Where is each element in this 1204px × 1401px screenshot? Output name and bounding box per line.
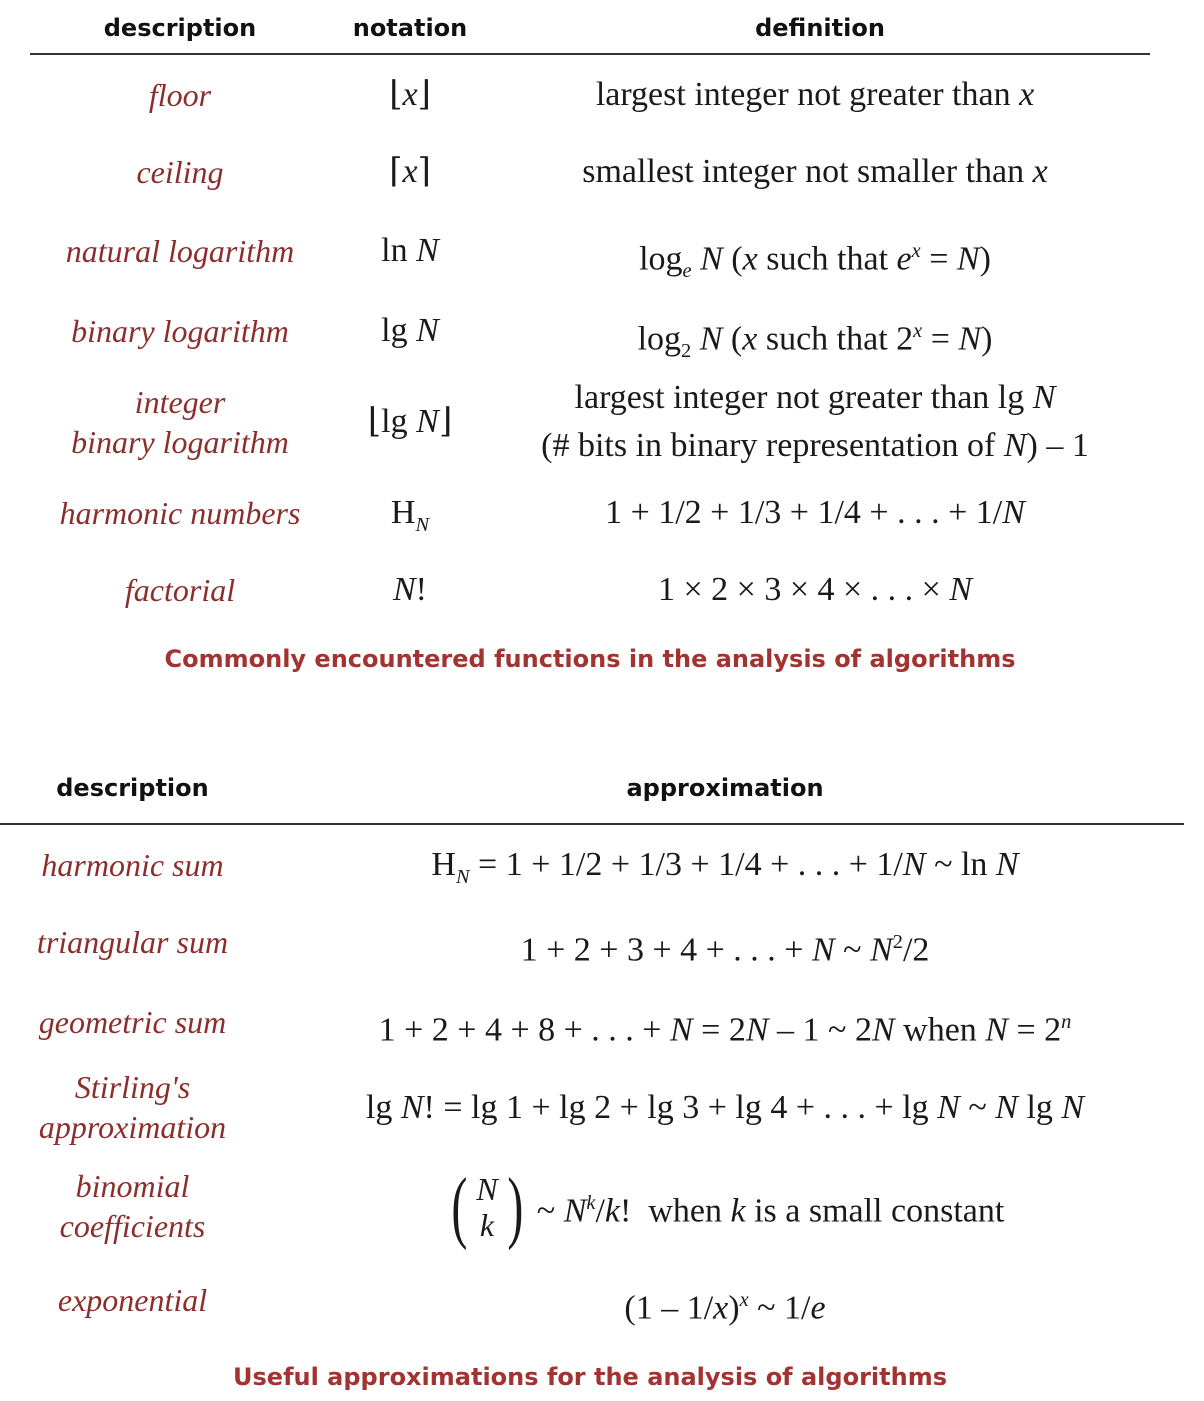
row-def-int-lg-1: largest integer not greater than lg N — [574, 379, 1056, 416]
row2-desc-harmonic: harmonic sum — [41, 847, 224, 883]
header-notation: notation — [352, 14, 468, 42]
row-notation-harmonic: $H_N$ — [390, 494, 430, 536]
caption-table1: Commonly encountered functions in the analysis of algorithms — [164, 645, 1016, 673]
row-desc-ceiling: ceiling — [136, 154, 224, 190]
header2-approximation: approximation — [626, 774, 824, 802]
row-desc-harmonic: harmonic numbers — [59, 495, 301, 531]
header-definition: definition — [755, 14, 885, 42]
row-notation-ceiling: ⌈x⌉ — [389, 153, 431, 190]
row-desc-int-lg-2: binary logarithm — [71, 424, 289, 460]
row2-approx-geometric: 1 + 2 + 4 + 8 + . . . + N = 2N – 1 ~ 2N when $N = 2^n$ — [378, 1011, 1072, 1049]
row2-desc-triangular: triangular sum — [36, 924, 229, 960]
row2-approx-binomial: ( N k ) ~ $N^k/k$! when k is a small constant — [270, 1165, 1180, 1249]
row-def-harmonic: 1 + 1/2 + 1/3 + 1/4 + . . . + 1/N — [605, 494, 1025, 531]
row2-approx-stirling: lg N! = lg 1 + lg 2 + lg 3 + lg 4 + . . . + lg N ~ N lg N — [365, 1089, 1085, 1126]
row-desc-floor: floor — [148, 77, 212, 113]
row2-desc-binomial-2: coefficients — [59, 1208, 206, 1244]
row2-desc-exponential: exponential — [57, 1282, 208, 1318]
header-rule — [30, 53, 1150, 55]
row-desc-factorial: factorial — [124, 572, 236, 608]
row-desc-lg: binary logarithm — [71, 313, 289, 349]
row-notation-lg: lg N — [381, 312, 439, 349]
row2-desc-stirling-1: Stirling's — [74, 1069, 191, 1105]
header-description: description — [103, 14, 257, 42]
row2-desc-geometric: geometric sum — [38, 1004, 227, 1040]
row2-desc-binomial-1: binomial — [75, 1168, 190, 1204]
row2-desc-stirling-2: approximation — [38, 1109, 227, 1145]
binomial-coefficient: ( N k ) — [451, 1163, 523, 1251]
row-notation-factorial: N! — [392, 571, 427, 608]
row2-approx-harmonic: $H_N = 1 + 1/2 + 1/3 + 1/4$ + . . . + 1/N ~ ln N — [431, 846, 1019, 888]
header2-description: description — [56, 774, 209, 802]
row-def-int-lg-2: (# bits in binary representation of N) – 1 — [541, 427, 1089, 464]
row-notation-int-lg: ⌊lg N⌋ — [367, 403, 453, 440]
row2-approx-exponential: (1 – 1/x)$^x$ ~ 1/e — [624, 1289, 826, 1327]
caption-table2: Useful approximations for the analysis of algorithms — [233, 1363, 947, 1391]
row-notation-floor: ⌊x⌋ — [389, 76, 431, 113]
row-def-lg: $\log_2 N$ (x such that $2^x = N$) — [637, 320, 993, 363]
header2-rule — [0, 823, 1184, 825]
row-notation-ln: ln N — [381, 232, 439, 269]
row-def-ln: $\log_e N$ (x such that $e^x = N$) — [639, 240, 991, 283]
row-def-ceiling: smallest integer not smaller than x — [582, 153, 1048, 190]
row-desc-ln: natural logarithm — [65, 233, 295, 269]
row2-approx-triangular: 1 + 2 + 3 + 4 + . . . + N ~ $N^2/2$ — [520, 931, 930, 969]
row-def-factorial: 1 × 2 × 3 × 4 × . . . × N — [657, 571, 973, 608]
row-def-floor: largest integer not greater than x — [595, 76, 1035, 113]
row-desc-int-lg-1: integer — [134, 384, 226, 420]
